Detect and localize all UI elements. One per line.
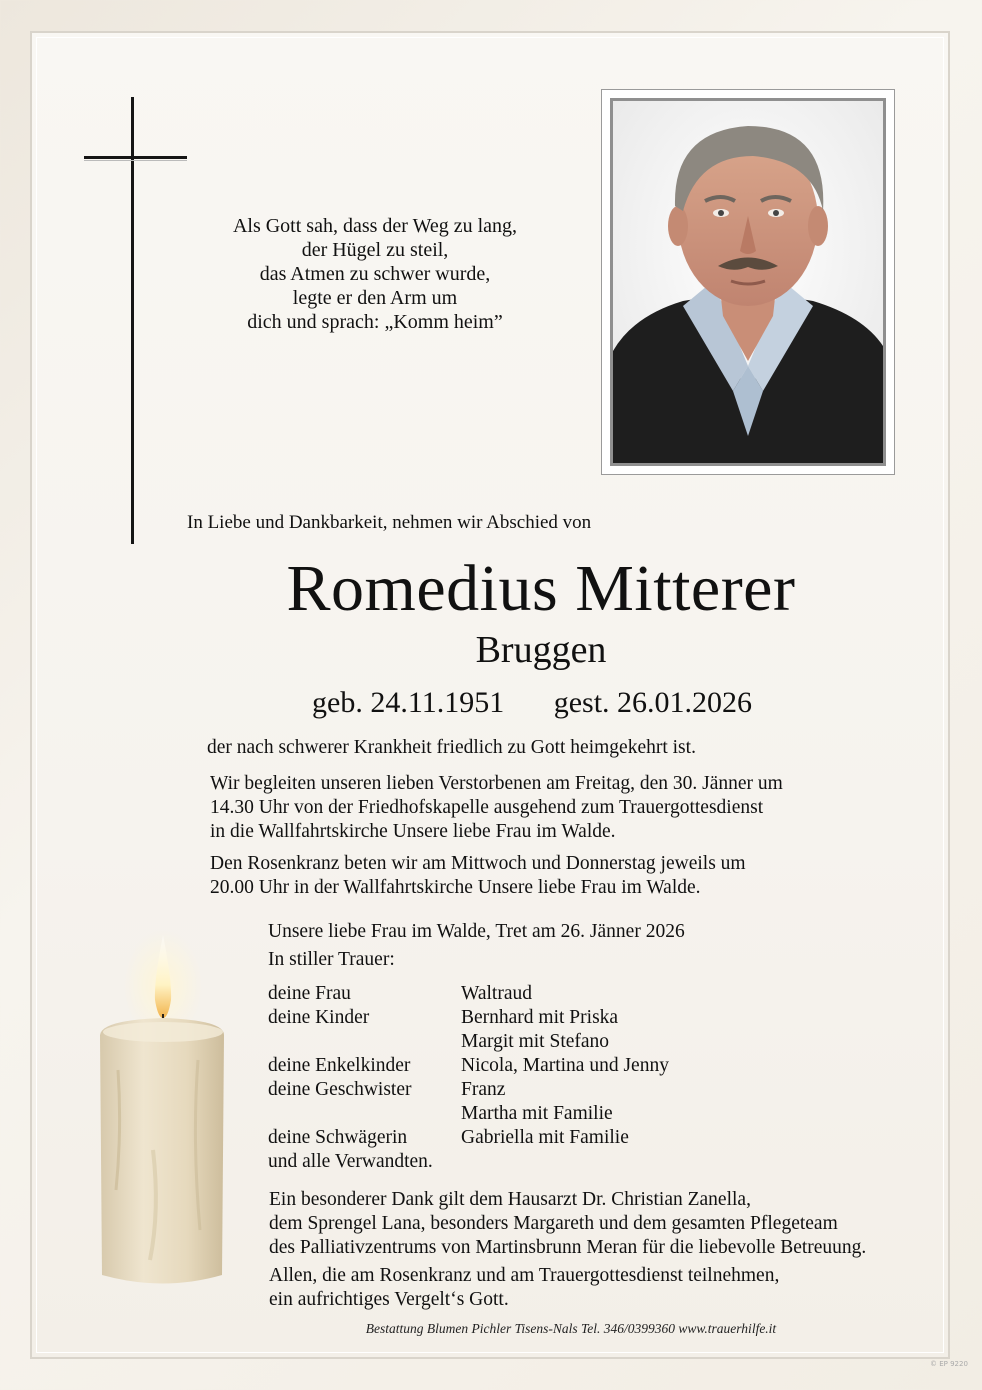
mourner-names: Margit mit Stefano	[461, 1031, 610, 1052]
cross-beam-shadow	[84, 160, 187, 161]
mourner-names: Waltraud	[461, 983, 532, 1004]
mourner-relation: deine Enkelkinder	[268, 1055, 411, 1076]
mourner-names: Nicola, Martina und Jenny	[461, 1055, 669, 1076]
portrait-photo	[610, 98, 886, 466]
list-item	[268, 1030, 669, 1054]
list-item	[268, 1126, 669, 1150]
intro-text: In Liebe und Dankbarkeit, nehmen wir Abschied von	[187, 512, 592, 533]
funeral-line: 14.30 Uhr von der Friedhofskapelle ausgehend zum Trauergottesdienst	[210, 797, 764, 818]
poem-line: legte er den Arm um	[292, 287, 458, 309]
thanks-paragraph	[269, 1188, 866, 1260]
poem	[180, 214, 570, 334]
list-item	[268, 1078, 669, 1102]
thanks2-paragraph	[269, 1264, 779, 1312]
mourning-title: In stiller Trauer:	[268, 949, 395, 970]
list-item	[268, 982, 669, 1006]
funeral-line: in die Wallfahrtskirche Unsere liebe Frau im Walde.	[210, 821, 616, 842]
candle-icon	[88, 930, 238, 1295]
list-item	[268, 1150, 669, 1174]
mourner-relation	[268, 1030, 461, 1054]
poem-line: der Hügel zu steil,	[301, 239, 449, 261]
thanks2-line: Allen, die am Rosenkranz und am Trauergottesdienst teilnehmen,	[269, 1265, 780, 1286]
mourner-relation: deine Schwägerin	[268, 1127, 408, 1148]
mourner-names: Bernhard mit Priska	[461, 1007, 619, 1028]
mourner-names: Gabriella mit Familie	[461, 1127, 629, 1148]
portrait-icon	[613, 101, 883, 463]
birth-date: geb. 24.11.1951	[312, 686, 505, 719]
cross-beam	[84, 156, 187, 159]
rosary-line: 20.00 Uhr in der Wallfahrtskirche Unsere liebe Frau im Walde.	[210, 877, 701, 898]
poem-line: Als Gott sah, dass der Weg zu lang,	[232, 215, 518, 237]
deceased-name: Romedius Mitterer	[286, 552, 796, 625]
mourners-list	[268, 982, 669, 1174]
death-date: gest. 26.01.2026	[553, 686, 753, 719]
mourner-names: Franz	[461, 1079, 506, 1100]
mourner-relation: und alle Verwandten.	[268, 1151, 433, 1172]
funeral-line: Wir begleiten unseren lieben Verstorbenen am Freitag, den 30. Jänner um	[210, 773, 783, 794]
thanks-line: dem Sprengel Lana, besonders Margareth und dem gesamten Pflegeteam	[269, 1213, 838, 1234]
print-code: © EP 9220	[930, 1360, 968, 1368]
mourner-relation: deine Kinder	[268, 1007, 370, 1028]
mourner-relation: deine Frau	[268, 983, 351, 1004]
list-item	[268, 1054, 669, 1078]
funeral-paragraph	[210, 772, 783, 844]
life-dates	[312, 684, 752, 722]
list-item	[268, 1006, 669, 1030]
poem-line: dich und sprach: „Komm heim”	[247, 311, 503, 333]
place-date: Unsere liebe Frau im Walde, Tret am 26. Jänner 2026	[268, 921, 685, 942]
death-line: der nach schwerer Krankheit friedlich zu Gott heimgekehrt ist.	[207, 737, 696, 758]
mourner-relation	[268, 1102, 461, 1126]
rosary-paragraph	[210, 852, 746, 900]
thanks2-line: ein aufrichtiges Vergelt‘s Gott.	[269, 1289, 509, 1310]
mourner-names: Martha mit Familie	[461, 1103, 613, 1124]
poem-line: das Atmen zu schwer wurde,	[259, 263, 491, 285]
undertaker-footer: Bestattung Blumen Pichler Tisens-Nals Tel. 346/0399360 www.trauerhilfe.it	[365, 1321, 777, 1336]
list-item	[268, 1102, 669, 1126]
thanks-line: des Palliativzentrums von Martinsbrunn Meran für die liebevolle Betreuung.	[269, 1237, 867, 1258]
cross-icon	[131, 97, 134, 544]
deceased-place: Bruggen	[475, 629, 607, 671]
mourner-relation: deine Geschwister	[268, 1079, 412, 1100]
rosary-line: Den Rosenkranz beten wir am Mittwoch und Donnerstag jeweils um	[210, 853, 746, 874]
portrait-frame	[601, 89, 895, 475]
thanks-line: Ein besonderer Dank gilt dem Hausarzt Dr. Christian Zanella,	[269, 1189, 751, 1210]
